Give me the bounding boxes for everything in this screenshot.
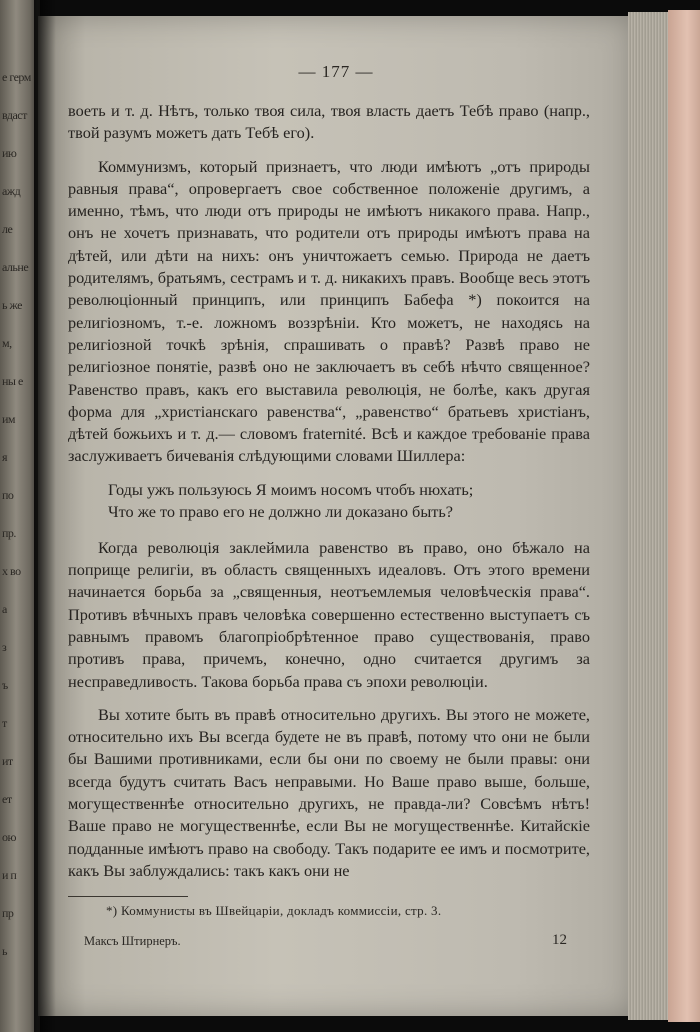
- footnote-rule: [68, 896, 188, 897]
- left-page-fragment: ь же: [2, 298, 22, 312]
- book-page: [38, 16, 634, 1016]
- left-page-fragment: и п: [2, 868, 17, 882]
- left-page-fragment: пр: [2, 906, 14, 920]
- footnote: *) Коммунисты въ Швейцаріи, докладъ коммиссіи, стр. 3.: [106, 903, 442, 918]
- paragraph-4: Вы хотите быть въ правѣ относительно другихъ. Вы этого не можете, относительно ихъ Вы всегда будете не въ правѣ, потому что они не были бы Вашими противниками, если бы они по своему не были правы: они всегда будутъ считать Васъ неправыми. Но Ваше право выше, больше, могущественнѣе относительно другихъ, не правда-ли? Совсѣмъ нѣтъ! Ваше право не могущественнѣе, если Вы не могущественнѣе. Китайскіе подданные имѣютъ право на свободу. Такъ подарите ее имъ и посмотрите, какъ Вы заблуждались: такъ какъ они не: [68, 704, 590, 880]
- left-page-fragment: ны е: [2, 374, 23, 388]
- left-page-fragment: им: [2, 412, 16, 426]
- left-page-fragment: х во: [2, 564, 21, 578]
- left-page-fragment: ет: [2, 792, 12, 806]
- paragraph-3: Когда революція заклеймила равенство въ право, оно бѣжало на поприще религіи, въ область священныхъ идеаловъ. Отъ этого времени начинается борьба за „священныя, неотъемлемыя человѣческія права“. Противъ вѣчныхъ правъ человѣка совершенно естественно выступаетъ съ равнымъ правомъ благопріобрѣтенное право существованія, право противъ права, причемъ, конечно, одно считается другимъ за несправедливость. Такова борьба права съ эпохи революціи.: [68, 537, 590, 691]
- page-body: [68, 100, 590, 893]
- left-page-fragment: е герм: [2, 70, 31, 84]
- verse-line-1: Годы ужъ пользуюсь Я моимъ носомъ чтобъ нюхать;: [108, 479, 474, 499]
- left-page-fragment: ле: [2, 222, 13, 236]
- left-page-fragment: я: [2, 450, 8, 464]
- verse-line-2: Что же то право его не должно ли доказано быть?: [108, 501, 454, 521]
- left-page-fragment: ъ: [2, 678, 8, 692]
- left-page-fragment: т: [2, 716, 7, 730]
- signature-mark: Максъ Штирнеръ.: [84, 934, 181, 948]
- left-page-fragment: з: [2, 640, 7, 654]
- left-page-fragment: ою: [2, 830, 16, 844]
- left-page-fragment: ит: [2, 754, 13, 768]
- sheet-number: 12: [552, 932, 567, 948]
- left-page-fragment: ажд: [2, 184, 21, 198]
- left-page-fragment: м,: [2, 336, 12, 350]
- left-page-fragment: вдаст: [2, 108, 27, 122]
- previous-page-edge: [0, 0, 40, 1032]
- left-page-fragment: ь: [2, 944, 7, 958]
- left-page-fragment: альне: [2, 260, 29, 274]
- schiller-verse: [108, 479, 590, 523]
- paragraph-1: воеть и т. д. Нѣтъ, только твоя сила, твоя власть даетъ Тебѣ право (напр., твой разумъ можетъ дать Тебѣ его).: [68, 101, 590, 143]
- book-cover-edge: [668, 10, 700, 1022]
- left-page-fragment: по: [2, 488, 14, 502]
- left-page-fragment: а: [2, 602, 7, 616]
- paragraph-2: Коммунизмъ, который признаетъ, что люди имѣютъ „отъ природы равныя права“, опровергаетъ свое собственное положеніе другимъ, а именно, тѣмъ, что люди отъ природы не имѣютъ никакого права. Напр., онъ не хочетъ признавать, что родители отъ природы имѣютъ права на дѣтей, или дѣти на нихъ: онъ уничтожаетъ семью. Природа не даетъ родителямъ, братьямъ, сестрамъ и т. д. никакихъ правъ. Вообще весь этотъ революціонный принципъ, или принципъ Бабефа *) покоится на религіозномъ, т.-е. ложномъ воззрѣніи. Кто можетъ, не находясь на религіозной точкѣ зрѣнія, спрашивать о правѣ? Развѣ право не религіозное понятіе, развѣ оно не заключаетъ въ себѣ нѣчто священное? Равенство правъ, какъ его выставила революція, не болѣе, какъ другая форма для „христіанскаго равенства“, „равенство“ братьевъ христіанъ, дѣтей божьихъ и т. д.— словомъ fraternité. Всѣ и каждое требованіе права заслуживаетъ бичеванія слѣдующими словами Шиллера:: [68, 156, 590, 466]
- left-page-fragment: ию: [2, 146, 17, 160]
- page-stack-edge: [628, 12, 670, 1020]
- left-page-fragment: пр.: [2, 526, 16, 540]
- page-number: — 177 —: [298, 62, 374, 81]
